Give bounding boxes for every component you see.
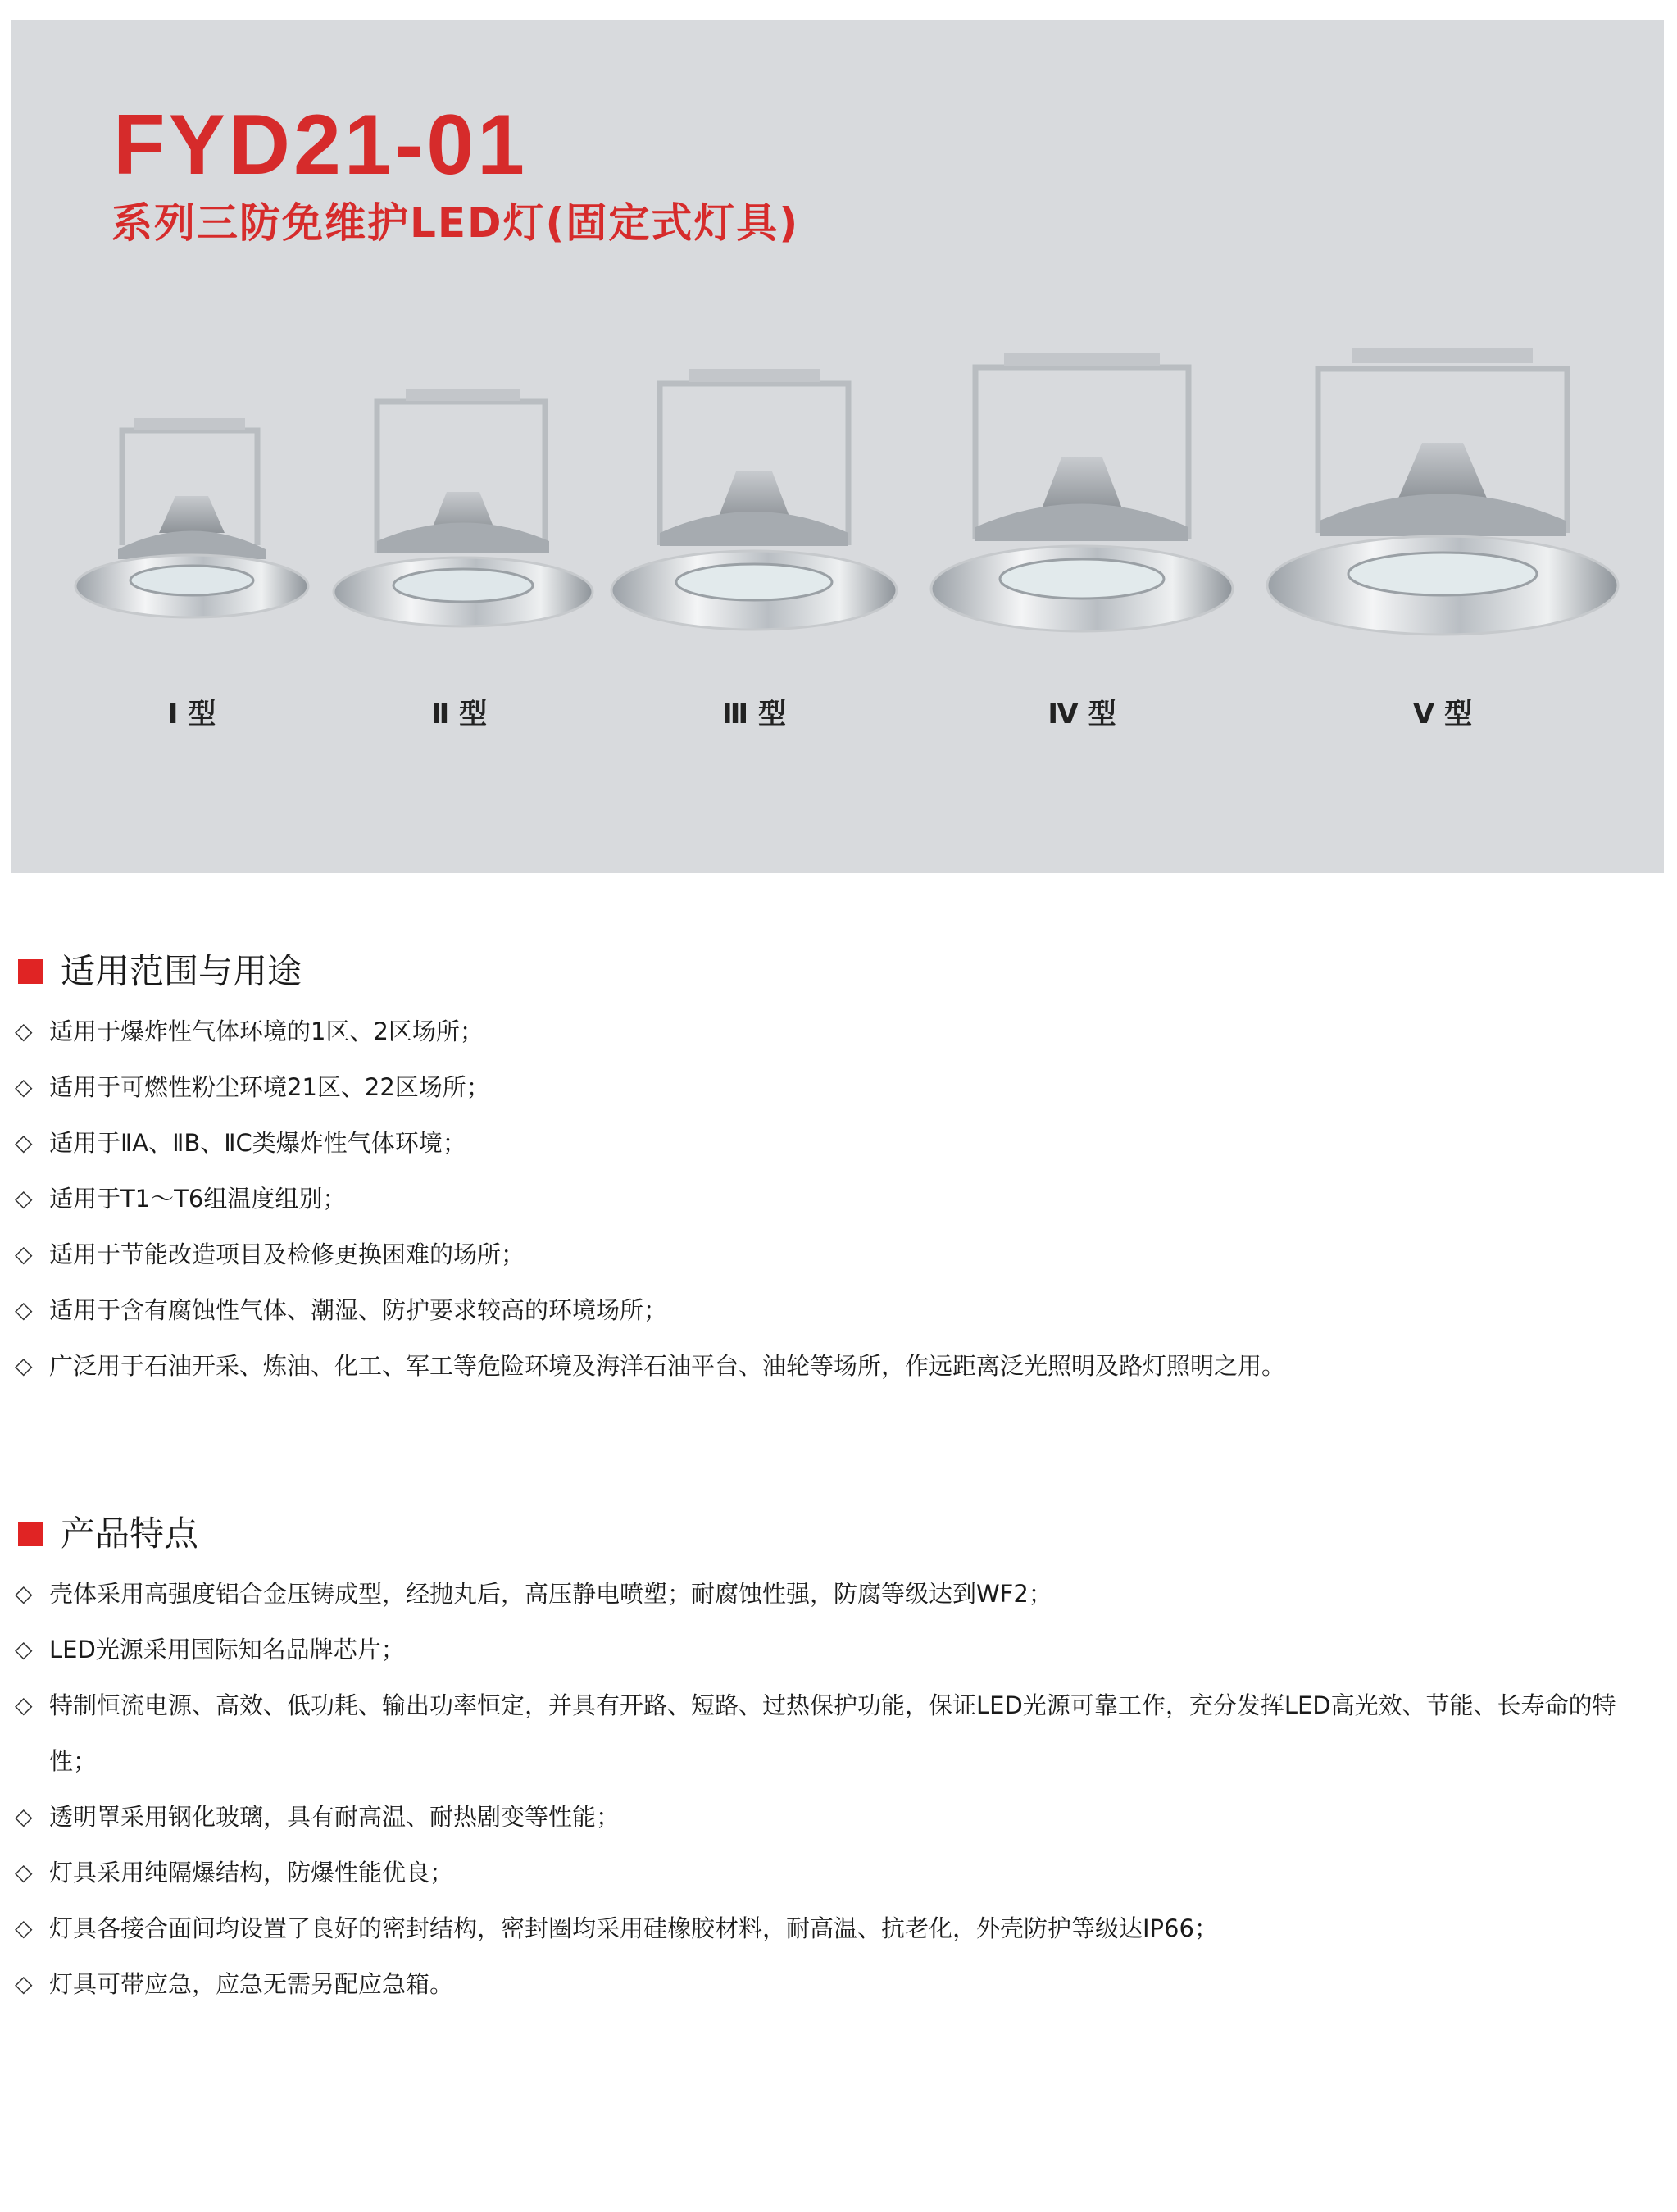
diamond-bullet-icon: ◇ <box>15 1914 33 1941</box>
list-item: ◇ 适用于节能改造项目及检修更换困难的场所； <box>15 1227 1662 1282</box>
diamond-bullet-icon: ◇ <box>15 1352 33 1379</box>
diamond-bullet-icon: ◇ <box>15 1636 33 1663</box>
type-label-3: Ⅲ 型 <box>722 698 786 731</box>
red-square-marker <box>18 959 43 984</box>
list-item: ◇ 适用于爆炸性气体环境的1区、2区场所； <box>15 1004 1662 1059</box>
type-label-5: Ⅴ 型 <box>1412 698 1473 731</box>
red-square-marker <box>18 1522 43 1546</box>
diamond-bullet-icon: ◇ <box>15 1296 33 1323</box>
application-title-text: 适用范围与用途 <box>61 951 302 991</box>
diamond-bullet-icon: ◇ <box>15 1859 33 1886</box>
list-item: ◇ 广泛用于石油开采、炼油、化工、军工等危险环境及海洋石油平台、油轮等场所，作远距离泛光照明及路灯照明之用。 <box>15 1338 1662 1394</box>
diamond-bullet-icon: ◇ <box>15 1129 33 1156</box>
diamond-bullet-icon: ◇ <box>15 1803 33 1830</box>
diamond-bullet-icon: ◇ <box>15 1073 33 1100</box>
lamp-image-type-3 <box>607 361 902 648</box>
list-item: ◇ 灯具各接合面间均设置了良好的密封结构，密封圈均采用硅橡胶材料，耐高温、抗老化，外壳防护等级达IP66； <box>15 1900 1662 1956</box>
diamond-bullet-icon: ◇ <box>15 1240 33 1268</box>
diamond-bullet-icon: ◇ <box>15 1970 33 1997</box>
diamond-bullet-icon: ◇ <box>15 1691 33 1718</box>
list-item: ◇ 透明罩采用钢化玻璃，具有耐高温、耐热剧变等性能； <box>15 1789 1662 1845</box>
features-section-title <box>18 1513 199 1554</box>
list-item: ◇ 特制恒流电源、高效、低功耗、输出功率恒定，并具有开路、短路、过热保护功能，保证LED光源可靠工作，充分发挥LED高光效、节能、长寿命的特性； <box>15 1677 1662 1789</box>
application-list <box>15 1004 1662 1394</box>
lamp-image-type-1 <box>69 410 315 648</box>
list-item: ◇ 适用于T1～T6组温度组别； <box>15 1171 1662 1227</box>
product-subtitle: 系列三防免维护LED灯(固定式灯具) <box>111 199 800 247</box>
list-item: ◇ 适用于含有腐蚀性气体、潮湿、防护要求较高的环境场所； <box>15 1282 1662 1338</box>
features-list <box>15 1566 1662 2012</box>
list-item: ◇ 适用于ⅡA、ⅡB、ⅡC类爆炸性气体环境； <box>15 1115 1662 1171</box>
diamond-bullet-icon: ◇ <box>15 1017 33 1045</box>
lamp-image-type-4 <box>926 343 1238 648</box>
list-item: ◇ 灯具可带应急，应急无需另配应急箱。 <box>15 1956 1662 2012</box>
features-title-text: 产品特点 <box>61 1513 199 1554</box>
list-item: ◇ 壳体采用高强度铝合金压铸成型，经抛丸后，高压静电喷塑；耐腐蚀性强，防腐等级达到WF2； <box>15 1566 1662 1622</box>
list-item: ◇ LED光源采用国际知名品牌芯片； <box>15 1622 1662 1677</box>
type-label-4: Ⅳ 型 <box>1048 698 1116 731</box>
application-section-title <box>18 951 302 991</box>
list-item: ◇ 灯具采用纯隔爆结构，防爆性能优良； <box>15 1845 1662 1900</box>
list-item: ◇ 适用于可燃性粉尘环境21区、22区场所； <box>15 1059 1662 1115</box>
type-label-1: Ⅰ 型 <box>167 698 216 731</box>
lamp-image-type-2 <box>328 377 598 648</box>
diamond-bullet-icon: ◇ <box>15 1185 33 1212</box>
lamp-image-type-5 <box>1262 336 1623 648</box>
model-title: FYD21-01 <box>113 98 528 193</box>
type-label-2: Ⅱ 型 <box>430 698 488 731</box>
diamond-bullet-icon: ◇ <box>15 1580 33 1607</box>
